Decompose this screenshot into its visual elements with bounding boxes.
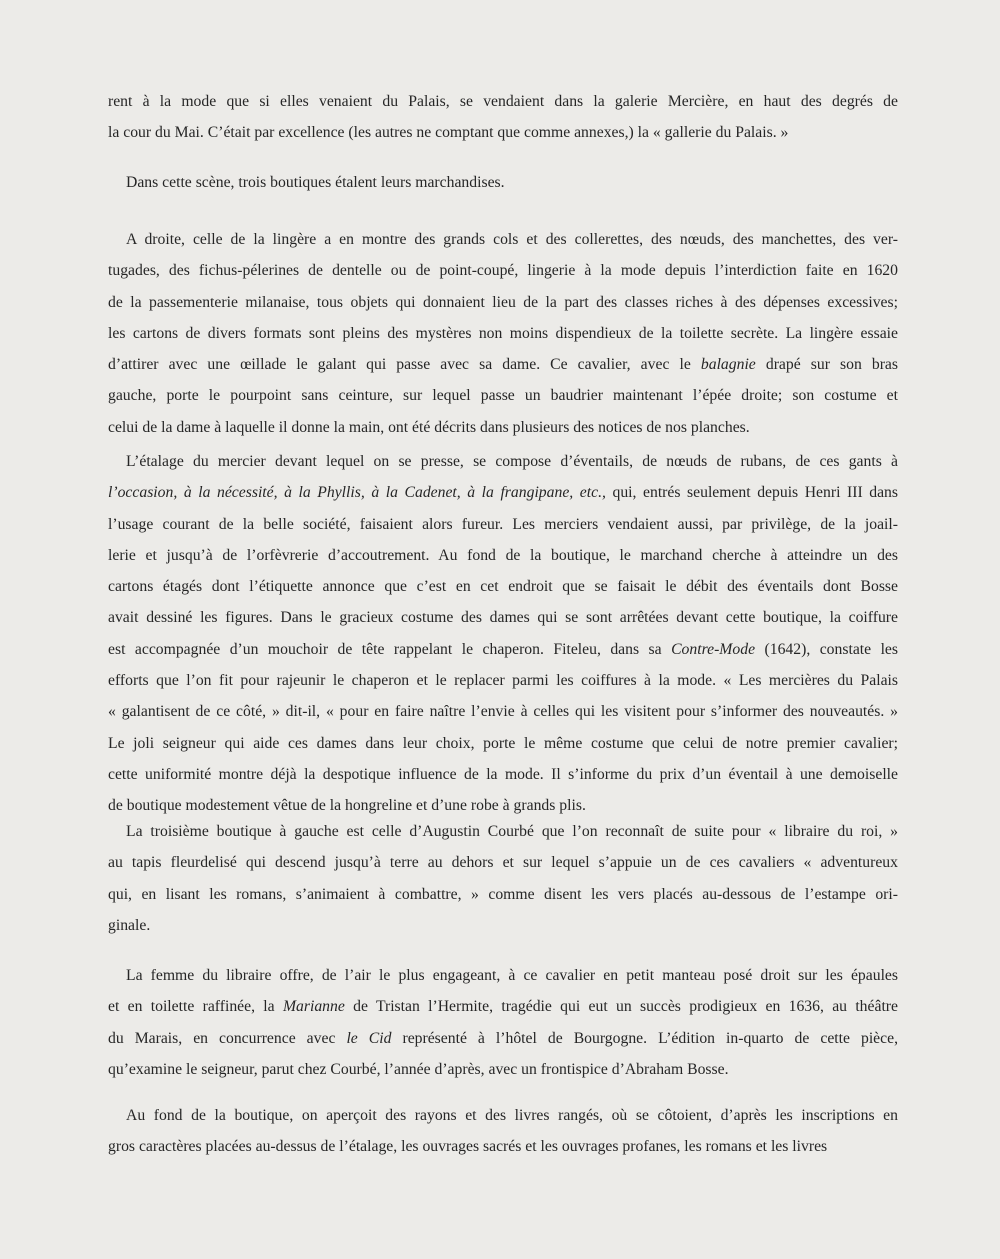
text-segment: au tapis fleurdelisé qui descend jusqu’à terre au dehors et sur lequel s’appuie un de ces cavaliers « adventureux [108, 854, 898, 872]
paragraph-1 [108, 86, 898, 149]
text-segment: de la passementerie milanaise, tous objets qui donnaient lieu de la part des classes riches à des dépenses excessives; [108, 293, 898, 311]
italic-text: le Cid [346, 1029, 392, 1047]
text-segment: cartons étagés dont l’étiquette annonce que c’est en cet endroit que se faisait le débit des éventails dont Bosse [108, 578, 898, 596]
text-segment: de Tristan l’Hermite, tragédie qui eut un succès prodigieux en 1636, au théâtre [344, 998, 898, 1016]
text-line [108, 477, 898, 508]
text-line [108, 1054, 898, 1085]
text-line [108, 879, 898, 910]
text-segment: celui de la dame à laquelle il donne la main, ont été décrits dans plusieurs des notices de nos planches. [108, 418, 750, 436]
text-segment: efforts que l’on fit pour rajeunir le chaperon et le replacer parmi les coiffures à la mode. « Les mercières du Palais [108, 672, 898, 690]
text-line [108, 571, 898, 602]
text-line [108, 816, 898, 847]
text-segment: lerie et jusqu’à de l’orfèvrerie d’accoutrement. Au fond de la boutique, le marchand cherche à atteindre un des [108, 546, 898, 564]
text-line [108, 696, 898, 727]
text-line [108, 1023, 898, 1054]
paragraph-5 [108, 816, 898, 941]
text-line [108, 910, 898, 941]
text-line [108, 634, 898, 665]
text-segment: du Marais, en concurrence avec [108, 1029, 347, 1047]
text-segment: ginale. [108, 916, 151, 934]
text-segment: gros caractères placées au-dessus de l’étalage, les ouvrages sacrés et les ouvrages profanes, les romans et les livres [108, 1138, 828, 1156]
text-segment: les cartons de divers formats sont pleins des mystères non moins dispendieux de la toilette secrète. La lingère essaie [108, 324, 898, 342]
text-segment: qu’examine le seigneur, parut chez Courbé, l’année d’après, avec un frontispice d’Abraham Bosse. [108, 1060, 729, 1078]
text-segment: drapé sur son bras [755, 356, 898, 374]
text-segment: Dans cette scène, trois boutiques étalent leurs marchandises. [126, 174, 505, 191]
text-segment: la cour du Mai. C’était par excellence (les autres ne comptant que comme annexes,) la « gallerie du Palais. » [108, 124, 789, 142]
text-segment: La femme du libraire offre, de l’air le plus engageant, à ce cavalier en petit manteau posé droit sur les épaules [126, 967, 898, 984]
text-line [108, 991, 898, 1022]
text-line [108, 960, 898, 991]
text-segment: La troisième boutique à gauche est celle d’Augustin Courbé que l’on reconnaît de suite pour « libraire du roi, » [126, 823, 898, 840]
italic-text: Marianne [282, 998, 345, 1016]
text-segment: est accompagnée d’un mouchoir de tête rappelant le chaperon. Fiteleu, dans sa [108, 640, 672, 658]
text-line [108, 728, 898, 759]
text-line [108, 349, 898, 380]
text-line [108, 380, 898, 411]
text-segment: avait dessiné les figures. Dans le gracieux costume des dames qui se sont arrêtées devant cette boutique, la coiffure [108, 609, 898, 627]
text-line [108, 509, 898, 540]
text-segment: Le joli seigneur qui aide ces dames dans leur choix, porte le même costume que celui de notre premier cavalier; [108, 734, 898, 752]
text-segment: rent à la mode que si elles venaient du Palais, se vendaient dans la galerie Mercière, en haut des degrés de [108, 93, 898, 110]
text-line [108, 117, 898, 148]
text-segment: représenté à l’hôtel de Bourgogne. L’édition in-quarto de cette pièce, [391, 1029, 898, 1047]
text-segment: A droite, celle de la lingère a en montre des grands cols et des collerettes, des nœuds, des manchettes, des ver- [126, 231, 898, 248]
text-line [108, 1131, 898, 1162]
text-segment: l’usage courant de la belle société, faisaient alors fureur. Les merciers vendaient aussi, par privilège, de la joail- [108, 515, 898, 533]
text-segment: (1642), constate les [755, 640, 898, 658]
text-line [108, 412, 898, 443]
text-segment: qui, entrés seulement depuis Henri III dans [605, 484, 898, 502]
text-segment: et en toilette raffinée, la [108, 998, 283, 1016]
paragraph-7 [108, 1100, 898, 1163]
text-segment: gauche, porte le pourpoint sans ceinture, sur lequel passe un baudrier maintenant l’épée droite; son costume et [108, 387, 898, 405]
italic-text: Contre-Mode [671, 640, 756, 658]
paragraph-3 [108, 224, 898, 443]
text-line [108, 759, 898, 790]
text-line [108, 167, 898, 198]
text-segment: tugades, des fichus-pélerines de dentelle ou de point-coupé, lingerie à la mode depuis l’interdiction faite en 1620 [108, 262, 898, 280]
text-line [108, 255, 898, 286]
text-segment: cette uniformité montre déjà la despotique influence de la mode. Il s’informe du prix d’un éventail à une demoiselle [108, 765, 898, 783]
text-segment: Au fond de la boutique, on aperçoit des rayons et des livres rangés, où se côtoient, d’après les inscriptions en [126, 1107, 898, 1124]
italic-text: balagnie [700, 356, 756, 374]
text-line [108, 602, 898, 633]
text-segment: « galantisent de ce côté, » dit-il, « pour en faire naître l’envie à celles qui les visitent pour s’informer des nouveautés. » [108, 703, 898, 721]
paragraph-4 [108, 446, 898, 822]
text-line [108, 287, 898, 318]
text-line [108, 665, 898, 696]
text-line [108, 318, 898, 349]
text-line [108, 847, 898, 878]
italic-text: l’occasion, à la nécessité, à la Phyllis, à la Cadenet, à la frangipane, etc., [108, 484, 606, 502]
text-line [108, 540, 898, 571]
text-line [108, 446, 898, 477]
text-segment: de boutique modestement vêtue de la hongreline et d’une robe à grands plis. [108, 797, 586, 815]
text-segment: L’étalage du mercier devant lequel on se presse, se compose d’éventails, de nœuds de rubans, de ces gants à [126, 453, 898, 470]
text-line [108, 224, 898, 255]
text-segment: qui, en lisant les romans, s’animaient à combattre, » comme disent les vers placés au-dessous de l’estampe ori- [108, 885, 898, 903]
text-line [108, 1100, 898, 1131]
paragraph-6 [108, 960, 898, 1085]
text-segment: d’attirer avec une œillade le galant qui passe avec sa dame. Ce cavalier, avec le [108, 356, 701, 374]
text-line [108, 86, 898, 117]
paragraph-2 [108, 167, 898, 198]
